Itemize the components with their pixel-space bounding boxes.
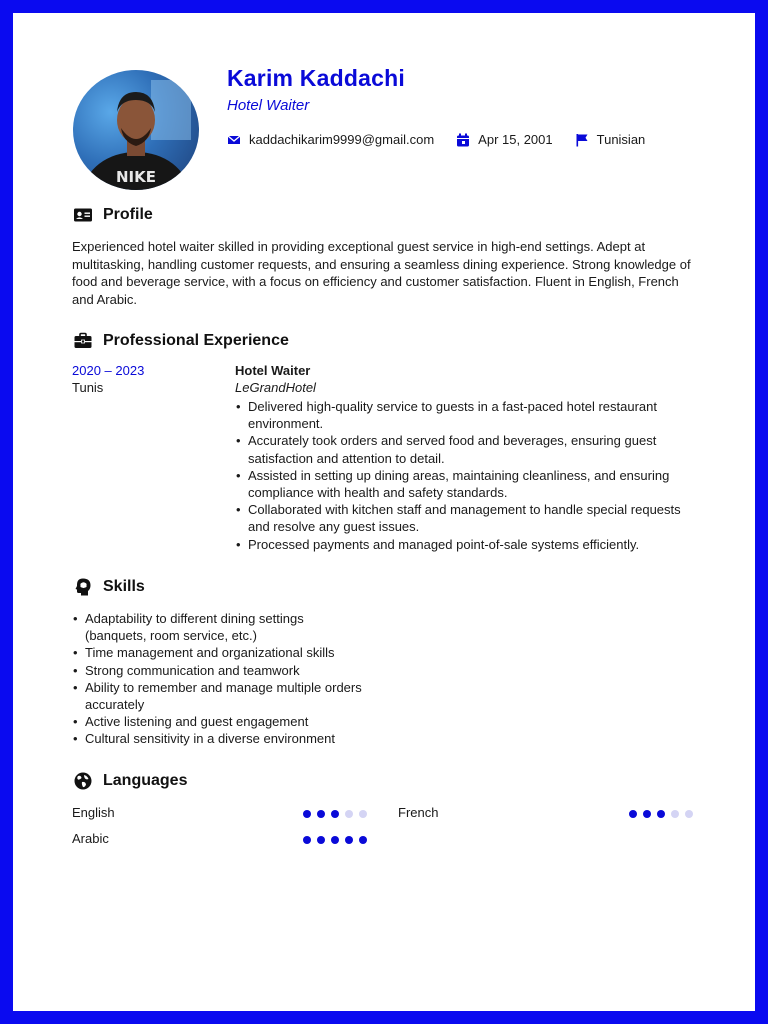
list-item: • Time management and organizational skills — [72, 644, 362, 661]
flag-icon — [575, 133, 589, 147]
shirt-logo-text: NIKE — [115, 168, 157, 186]
language-french: French — [398, 805, 439, 820]
profile-title: Profile — [103, 206, 153, 223]
id-card-icon — [73, 205, 93, 225]
rating-dot-empty — [685, 810, 693, 818]
list-item: • Accurately took orders and served food and beverages, ensuring guest satisfaction and attention to detail. — [235, 432, 705, 466]
list-item: • Collaborated with kitchen staff and management to handle special requests and resolve any guest issues. — [235, 501, 705, 535]
list-item: • Strong communication and teamwork — [72, 662, 362, 679]
contact-info — [227, 132, 667, 147]
candidate-name: Karim Kaddachi — [227, 65, 405, 91]
language-french-rating — [629, 810, 699, 818]
list-item: • Ability to remember and manage multiple orders accurately — [72, 679, 362, 713]
birthdate-item — [456, 132, 552, 147]
list-item: • Active listening and guest engagement — [72, 713, 362, 730]
rating-dot-filled — [643, 810, 651, 818]
resume-page — [13, 13, 755, 1011]
profile-photo — [73, 70, 199, 190]
list-item: • Adaptability to different dining settings (banquets, room service, etc.) — [72, 610, 362, 644]
list-item: • Processed payments and managed point-of-sale systems efficiently. — [235, 536, 705, 553]
skills-list — [72, 610, 362, 748]
profile-heading — [73, 205, 153, 225]
head-brain-icon — [73, 577, 93, 597]
candidate-role: Hotel Waiter — [227, 97, 310, 114]
skills-title: Skills — [103, 578, 145, 595]
envelope-icon — [227, 133, 241, 147]
calendar-icon — [456, 133, 470, 147]
profile-summary: Experienced hotel waiter skilled in providing exceptional guest service in high-end settings. Adept at multitasking, handling customer requests, and ensuring a seamless dining experience. Strong knowledge of food and beverage service, with a focus on efficiency and customer satisfaction. Fluent in English, French and Arabic. — [72, 239, 691, 307]
skills-heading — [73, 577, 145, 597]
nationality-item — [575, 132, 646, 147]
experience-company: LeGrandHotel — [235, 380, 316, 395]
briefcase-icon — [73, 331, 93, 351]
rating-dot-filled — [359, 836, 367, 844]
language-arabic-rating — [303, 836, 373, 844]
experience-title: Professional Experience — [103, 332, 289, 349]
birthdate-text: Apr 15, 2001 — [478, 132, 553, 147]
rating-dot-filled — [657, 810, 665, 818]
globe-icon — [73, 771, 93, 791]
list-item: • Assisted in setting up dining areas, maintaining cleanliness, and ensuring compliance with health and safety standards. — [235, 467, 705, 501]
experience-heading — [73, 331, 289, 351]
list-item: • Cultural sensitivity in a diverse environment — [72, 730, 362, 747]
rating-dot-filled — [331, 810, 339, 818]
rating-dot-empty — [345, 810, 353, 818]
email-item[interactable] — [227, 132, 434, 147]
rating-dot-filled — [331, 836, 339, 844]
language-english-rating — [303, 810, 373, 818]
nationality-text: Tunisian — [596, 132, 646, 147]
experience-bullets — [235, 398, 705, 553]
rating-dot-filled — [629, 810, 637, 818]
language-arabic: Arabic — [72, 831, 109, 846]
experience-position: Hotel Waiter — [235, 363, 311, 378]
email-text[interactable]: kaddachikarim9999@gmail.com — [249, 132, 435, 147]
rating-dot-filled — [303, 836, 311, 844]
rating-dot-empty — [671, 810, 679, 818]
experience-location: Tunis — [72, 380, 104, 395]
list-item: • Delivered high-quality service to guests in a fast-paced hotel restaurant environment. — [235, 398, 705, 432]
rating-dot-filled — [303, 810, 311, 818]
rating-dot-filled — [317, 810, 325, 818]
rating-dot-filled — [317, 836, 325, 844]
languages-title: Languages — [103, 772, 188, 789]
experience-date: 2020 – 2023 — [72, 363, 145, 378]
rating-dot-filled — [345, 836, 353, 844]
rating-dot-empty — [359, 810, 367, 818]
languages-heading — [73, 771, 187, 791]
language-english: English — [72, 805, 115, 820]
